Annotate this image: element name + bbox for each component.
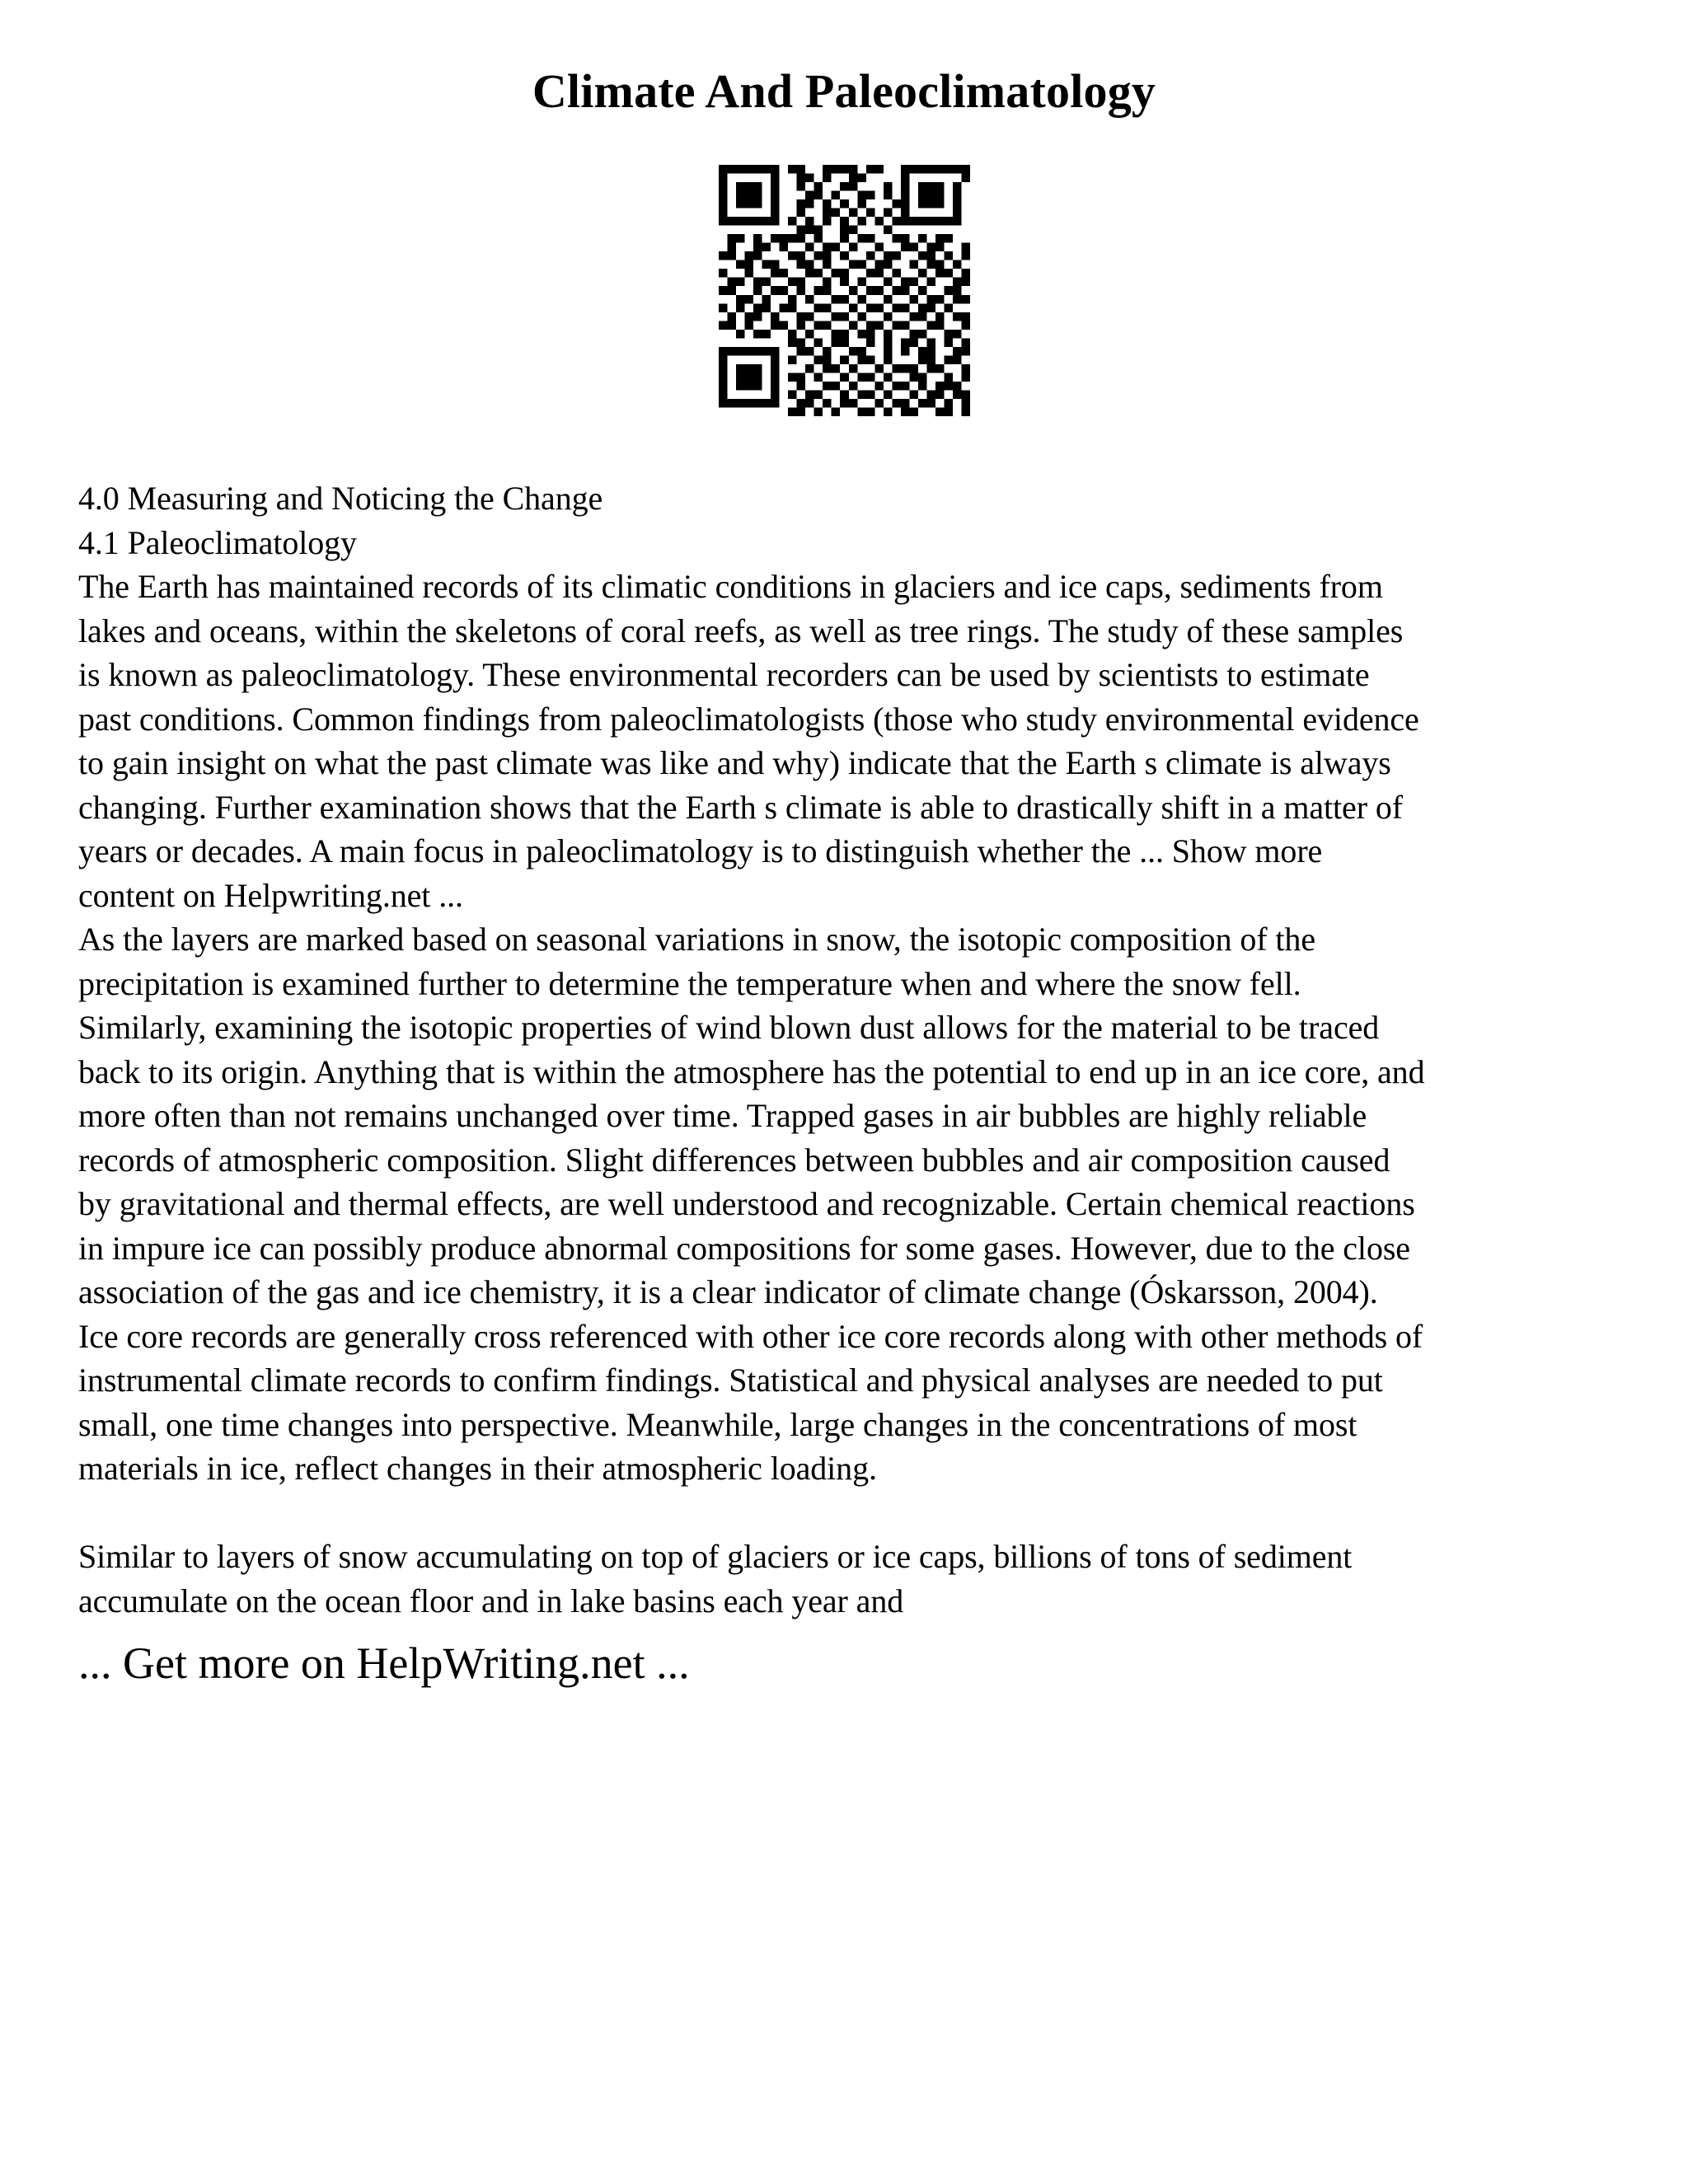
- get-more-callout: ... Get more on HelpWriting.net ...: [78, 1638, 690, 1688]
- text-line: back to its origin. Anything that is within the atmosphere has the potential to end up in an ice core, and: [78, 1052, 1425, 1090]
- text-line: The Earth has maintained records of its climatic conditions in glaciers and ice caps, sediments from: [78, 568, 1383, 605]
- text-line: Ice core records are generally cross referenced with other ice core records along with other methods of: [78, 1317, 1423, 1355]
- text-line: more often than not remains unchanged over time. Trapped gases in air bubbles are highly reliable: [78, 1097, 1367, 1134]
- text-line: Similar to layers of snow accumulating on top of glaciers or ice caps, billions of tons of sediment: [78, 1538, 1353, 1575]
- text-line: association of the gas and ice chemistry, it is a clear indicator of climate change (Óskarsson, 2004).: [78, 1273, 1378, 1310]
- paragraph-spacer: [78, 1491, 1611, 1535]
- text-line: accumulate on the ocean floor and in lake basins each year and: [78, 1582, 904, 1619]
- paragraph-2: [78, 917, 1611, 1491]
- heading-line: 4.0 Measuring and Noticing the Change: [78, 480, 603, 517]
- text-line: small, one time changes into perspective. Meanwhile, large changes in the concentrations of most: [78, 1405, 1357, 1443]
- qr-code-container: [0, 165, 1688, 416]
- text-line: changing. Further examination shows that the Earth s climate is able to drastically shift in a matter of: [78, 788, 1403, 826]
- text-line: lakes and oceans, within the skeletons of coral reefs, as well as tree rings. The study of these samples: [78, 612, 1404, 649]
- text-line: is known as paleoclimatology. These environmental recorders can be used by scientists to estimate: [78, 656, 1370, 693]
- text-line: As the layers are marked based on seasonal variations in snow, the isotopic composition of the: [78, 921, 1315, 958]
- text-line: in impure ice can possibly produce abnormal compositions for some gases. However, due to the close: [78, 1229, 1410, 1267]
- qr-code: [719, 165, 970, 416]
- heading-line: 4.1 Paleoclimatology: [78, 523, 357, 561]
- text-line: instrumental climate records to confirm findings. Statistical and physical analyses are needed to put: [78, 1361, 1383, 1399]
- page-title: Climate And Paleoclimatology: [532, 63, 1156, 118]
- section-headings: [78, 476, 1611, 565]
- text-line: to gain insight on what the past climate was like and why) indicate that the Earth s climate is always: [78, 744, 1391, 781]
- text-line: materials in ice, reflect changes in their atmospheric loading.: [78, 1450, 877, 1487]
- text-line: by gravitational and thermal effects, are well understood and recognizable. Certain chemical reactions: [78, 1185, 1415, 1222]
- text-line: precipitation is examined further to determine the temperature when and where the snow fell.: [78, 964, 1301, 1002]
- text-line: years or decades. A main focus in paleoclimatology is to distinguish whether the ... Show more: [78, 832, 1323, 869]
- paragraph-1: [78, 565, 1611, 917]
- paragraph-3: [78, 1535, 1611, 1623]
- text-line: content on Helpwriting.net ...: [78, 876, 463, 914]
- text-line: Similarly, examining the isotopic properties of wind blown dust allows for the material to be traced: [78, 1009, 1380, 1046]
- document-body: [78, 476, 1611, 1623]
- text-line: records of atmospheric composition. Slight differences between bubbles and air composition caused: [78, 1141, 1390, 1179]
- text-line: past conditions. Common findings from paleoclimatologists (those who study environmental evidence: [78, 700, 1419, 738]
